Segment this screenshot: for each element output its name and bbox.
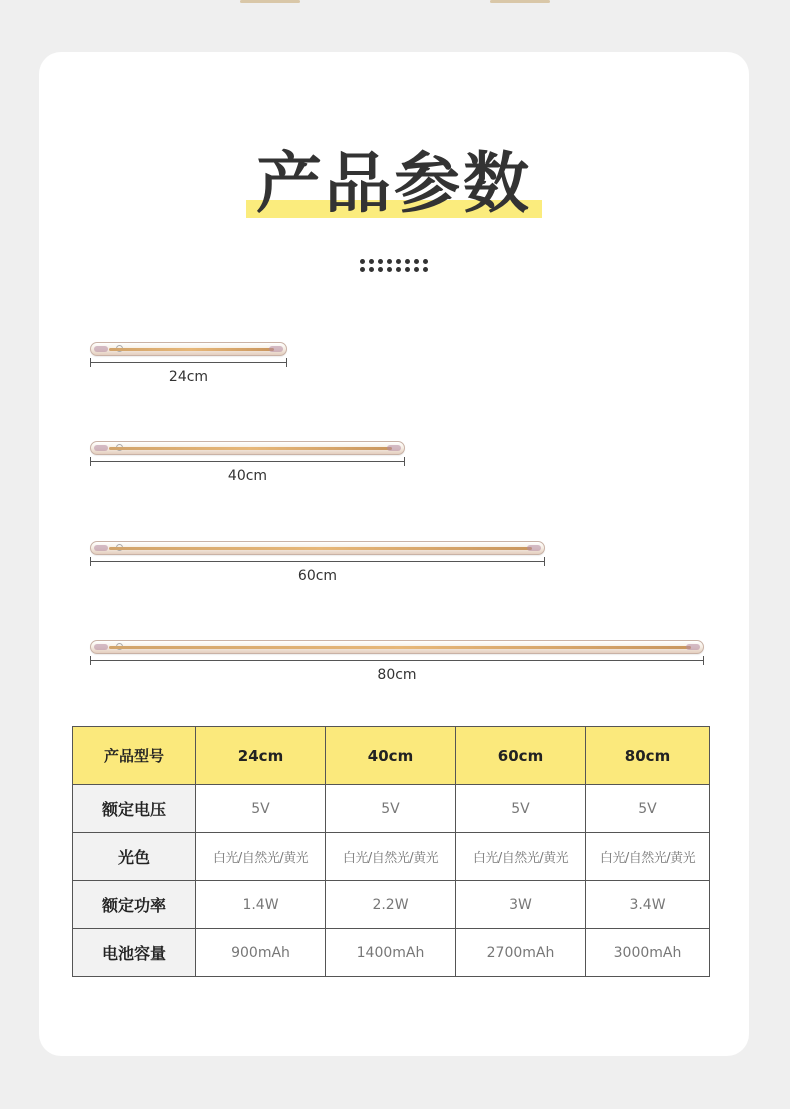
lamp-bar — [90, 441, 405, 455]
dot — [405, 259, 410, 264]
lamp-length-label: 60cm — [297, 568, 338, 584]
table-cell: 900mAh — [196, 929, 326, 977]
page-title — [250, 144, 538, 224]
dot — [387, 267, 392, 272]
spec-card — [39, 52, 749, 1056]
dimension-line — [90, 660, 704, 661]
dot — [369, 267, 374, 272]
table-header-cell: 40cm — [326, 727, 456, 785]
table-cell: 5V — [326, 785, 456, 833]
dot — [369, 259, 374, 264]
table-cell: 1.4W — [196, 881, 326, 929]
table-cell: 2.2W — [326, 881, 456, 929]
lamp-60cm — [90, 541, 545, 601]
row-label: 额定功率 — [73, 881, 196, 929]
table-row — [73, 833, 710, 881]
dot-divider — [360, 259, 432, 273]
table-cell: 白光/自然光/黄光 — [456, 833, 586, 881]
dot — [360, 259, 365, 264]
lamp-length-label: 80cm — [377, 667, 417, 683]
table-cell: 3.4W — [586, 881, 710, 929]
dimension-line — [90, 561, 545, 562]
table-cell: 3000mAh — [586, 929, 710, 977]
table-cell: 2700mAh — [456, 929, 586, 977]
table-cell: 3W — [456, 881, 586, 929]
table-row — [73, 785, 710, 833]
row-label: 电池容量 — [73, 929, 196, 977]
lamp-bar — [90, 640, 704, 654]
spec-table — [72, 726, 710, 977]
dot — [414, 267, 419, 272]
lamp-bar — [90, 541, 545, 555]
table-row — [73, 881, 710, 929]
lamp-length-label: 24cm — [168, 369, 209, 385]
dot — [387, 259, 392, 264]
row-label: 额定电压 — [73, 785, 196, 833]
table-header-row — [73, 727, 710, 785]
table-cell: 5V — [196, 785, 326, 833]
table-header-cell: 产品型号 — [73, 727, 196, 785]
table-cell: 白光/自然光/黄光 — [586, 833, 710, 881]
lamp-40cm — [90, 441, 405, 501]
table-row — [73, 929, 710, 977]
table-cell: 白光/自然光/黄光 — [196, 833, 326, 881]
dot — [423, 259, 428, 264]
top-decoration-left — [240, 0, 300, 3]
title-wrap — [39, 144, 749, 224]
table-cell: 5V — [586, 785, 710, 833]
top-decoration-right — [490, 0, 550, 3]
table-header-cell: 80cm — [586, 727, 710, 785]
table-header-cell: 60cm — [456, 727, 586, 785]
lamp-length-label: 40cm — [227, 468, 268, 484]
dimension-line — [90, 362, 287, 363]
dot — [396, 267, 401, 272]
dimension-line — [90, 461, 405, 462]
table-cell: 5V — [456, 785, 586, 833]
lamp-80cm — [90, 640, 704, 700]
table-cell: 1400mAh — [326, 929, 456, 977]
dot — [378, 259, 383, 264]
dot — [405, 267, 410, 272]
dot — [423, 267, 428, 272]
dot — [396, 259, 401, 264]
page-title-text: 产品参数 — [256, 145, 532, 222]
table-cell: 白光/自然光/黄光 — [326, 833, 456, 881]
row-label: 光色 — [73, 833, 196, 881]
lamp-bar — [90, 342, 287, 356]
lamp-24cm — [90, 342, 287, 402]
table-header-cell: 24cm — [196, 727, 326, 785]
dot — [378, 267, 383, 272]
dot — [414, 259, 419, 264]
dot — [360, 267, 365, 272]
